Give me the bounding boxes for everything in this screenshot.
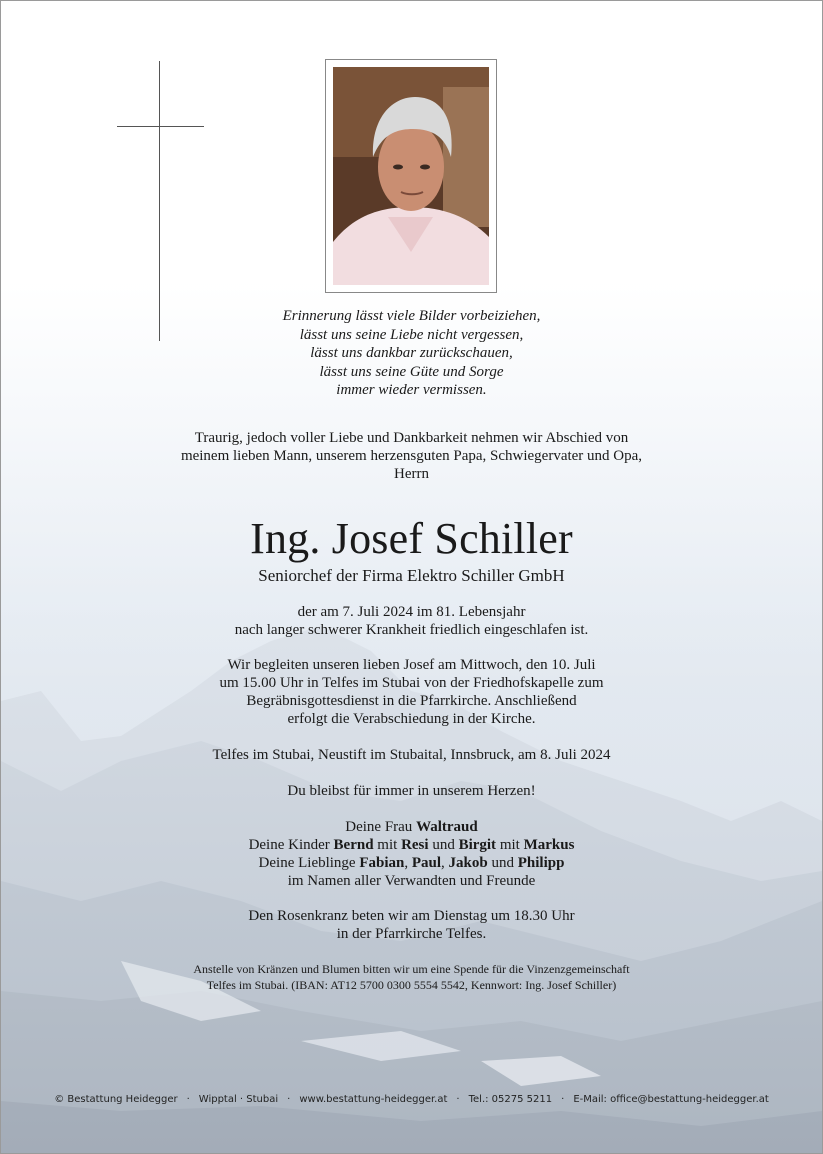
partner-name: Resi	[401, 837, 429, 853]
memorial-poem	[1, 307, 822, 400]
passing-line: nach langer schwerer Krankheit friedlich eingeschlafen ist.	[234, 622, 589, 638]
poem-line: lässt uns seine Güte und Sorge	[319, 363, 504, 380]
funeral-line: Wir begleiten unseren lieben Josef am Mittwoch, den 10. Juli	[227, 657, 596, 673]
footer-separator: ·	[456, 1094, 460, 1105]
grandchild-name: Fabian	[359, 855, 405, 871]
family-children-line: Deine Kinder Bernd mit Resi und Birgit mit Markus	[248, 837, 575, 853]
intro-text	[1, 429, 822, 483]
deceased-name: Ing. Josef Schiller	[250, 514, 573, 563]
family-signatures	[1, 818, 822, 890]
portrait-illustration	[333, 67, 489, 285]
intro-line: Herrn	[394, 466, 429, 482]
poem-line: lässt uns dankbar zurückschauen,	[310, 345, 513, 361]
grandchild-name: Paul	[411, 855, 442, 871]
intro-line: meinem lieben Mann, unserem herzensguten Papa, Schwiegervater und Opa,	[180, 448, 643, 464]
cross-vertical-bar	[159, 61, 160, 341]
footer-website-link[interactable]: www.bestattung-heidegger.at	[299, 1094, 448, 1105]
footer-phone[interactable]: Tel.: 05275 5211	[468, 1094, 553, 1105]
child-name: Birgit	[458, 837, 497, 853]
rosary-line: Den Rosenkranz beten wir am Dienstag um 18.30 Uhr	[248, 908, 575, 924]
family-relatives-line: im Namen aller Verwandten und Freunde	[287, 873, 536, 889]
passing-text	[1, 603, 822, 639]
donation-note	[1, 961, 822, 993]
family-wife-line: Deine Frau Waltraud	[345, 819, 478, 835]
poem-line: immer wieder vermissen.	[336, 382, 487, 398]
family-grandchildren-line: Deine Lieblinge Fabian, Paul, Jakob und Philipp	[258, 855, 565, 871]
wife-name: Waltraud	[416, 819, 478, 835]
donation-line: Anstelle von Kränzen und Blumen bitten wir um eine Spende für die Vinzenzgemeinschaft	[193, 962, 630, 976]
donation-line: Telfes im Stubai. (IBAN: AT12 5700 0300 5554 5542, Kennwort: Ing. Josef Schiller)	[206, 978, 617, 992]
footer-email-link[interactable]: E-Mail: office@bestattung-heidegger.at	[573, 1094, 769, 1105]
funeral-details	[1, 656, 822, 728]
funeral-line: Begräbnisgottesdienst in die Pfarrkirche. Anschließend	[246, 693, 577, 709]
funeral-line: erfolgt die Verabschiedung in der Kirche.	[287, 711, 536, 727]
footer-separator: ·	[561, 1094, 565, 1105]
footer-separator: ·	[186, 1094, 190, 1105]
footer-region: Wipptal · Stubai	[198, 1094, 279, 1105]
portrait-frame	[325, 59, 497, 293]
rosary-info	[1, 907, 822, 943]
poem-line: Erinnerung lässt viele Bilder vorbeiziehen,	[282, 308, 541, 324]
partner-name: Markus	[523, 837, 575, 853]
farewell-line: Du bleibst für immer in unserem Herzen!	[287, 783, 536, 799]
passing-line: der am 7. Juli 2024 im 81. Lebensjahr	[297, 604, 526, 620]
place-and-date: Telfes im Stubai, Neustift im Stubaital, Innsbruck, am 8. Juli 2024	[212, 747, 611, 763]
deceased-title: Seniorchef der Firma Elektro Schiller GmbH	[258, 566, 565, 585]
rosary-line: in der Pfarrkirche Telfes.	[336, 926, 487, 942]
poem-line: lässt uns seine Liebe nicht vergessen,	[299, 326, 524, 343]
grandchild-name: Philipp	[517, 855, 565, 871]
funeral-line: um 15.00 Uhr in Telfes im Stubai von der Friedhofskapelle zum	[219, 675, 604, 691]
portrait-photo	[333, 67, 489, 285]
footer-separator: ·	[287, 1094, 291, 1105]
child-name: Bernd	[333, 837, 374, 853]
cross-horizontal-bar	[117, 126, 204, 127]
undertaker-footer	[1, 1093, 822, 1107]
grandchild-name: Jakob	[448, 855, 488, 871]
intro-line: Traurig, jedoch voller Liebe und Dankbarkeit nehmen wir Abschied von	[194, 430, 629, 446]
footer-company: © Bestattung Heidegger	[54, 1094, 178, 1105]
